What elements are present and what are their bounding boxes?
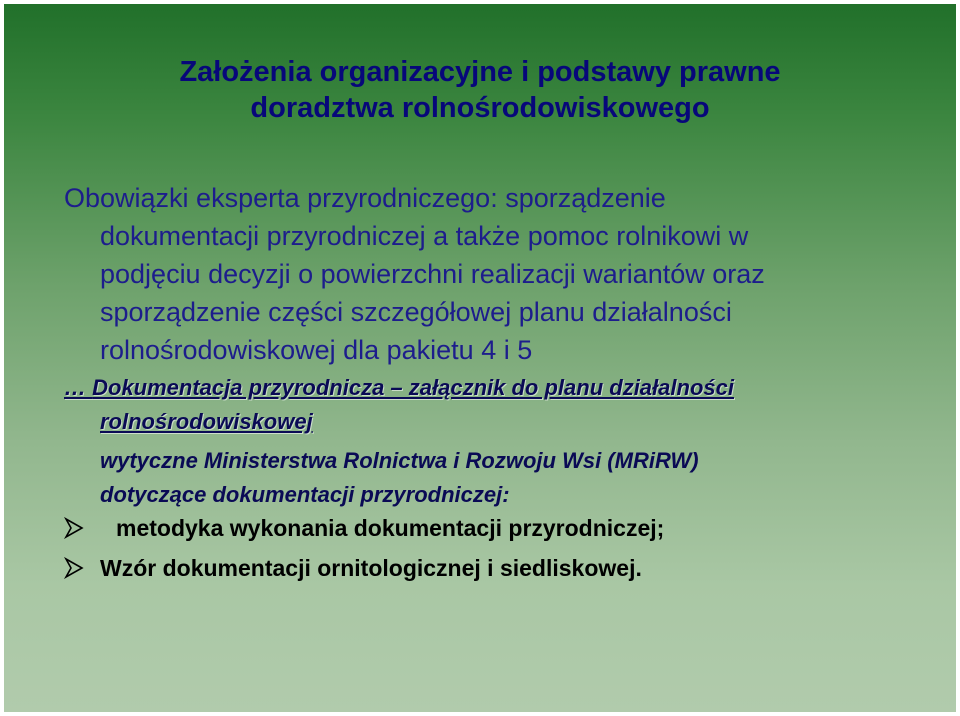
slide <box>4 4 956 712</box>
bullet-list <box>64 508 944 588</box>
expert-obligations-paragraph <box>64 179 924 369</box>
slide-title <box>4 54 956 126</box>
slide-title-line-1: Założenia organizacyjne i podstawy prawne <box>179 56 781 88</box>
arrow-bullet-icon <box>64 517 84 539</box>
list-item <box>64 548 944 588</box>
obligations-line: dokumentacji przyrodniczej a także pomoc rolnikowi w <box>100 221 749 251</box>
documentation-heading-line-1: Dokumentacja przyrodnicza – załącznik do planu działalności <box>92 375 734 400</box>
ministry-guidelines <box>100 444 950 512</box>
slide-title-line-2: doradztwa rolnośrodowiskowego <box>250 92 710 124</box>
guidelines-line-1: wytyczne Ministerstwa Rolnictwa i Rozwoju Wsi (MRiRW) <box>100 448 699 473</box>
documentation-heading-line-2: rolnośrodowiskowej <box>100 409 313 434</box>
bullet-text: Wzór dokumentacji ornitologicznej i siedliskowej. <box>100 555 642 581</box>
obligations-line: sporządzenie części szczegółowej planu działalności <box>100 297 732 327</box>
documentation-heading <box>64 371 944 439</box>
obligations-line: Obowiązki eksperta przyrodniczego: sporządzenie <box>64 183 666 213</box>
list-item <box>64 508 944 548</box>
guidelines-line-2: dotyczące dokumentacji przyrodniczej: <box>100 482 510 507</box>
arrow-bullet-icon <box>64 557 84 579</box>
documentation-prefix: … <box>64 375 93 400</box>
obligations-line: podjęciu decyzji o powierzchni realizacji wariantów oraz <box>100 259 765 289</box>
bullet-text: metodyka wykonania dokumentacji przyrodniczej; <box>116 515 665 541</box>
obligations-line: rolnośrodowiskowej dla pakietu 4 i 5 <box>100 335 533 365</box>
